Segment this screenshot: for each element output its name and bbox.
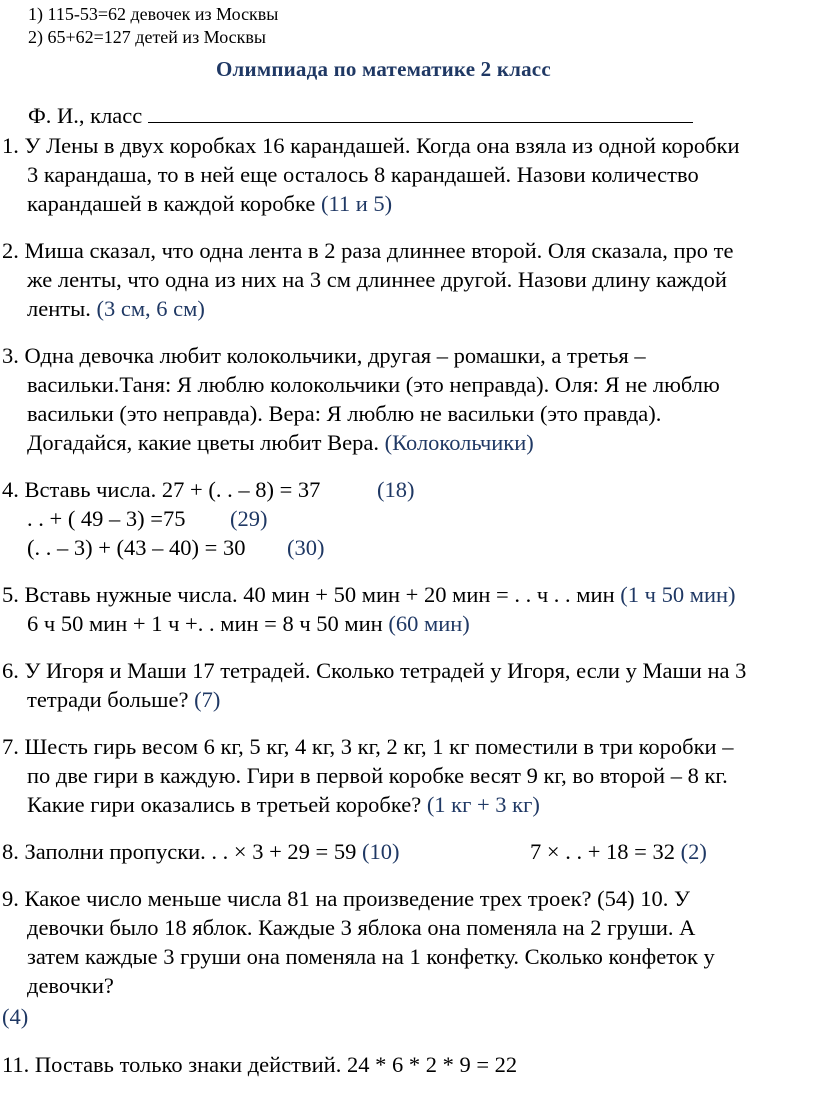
task-8-text-1: 8. Заполни пропуски. . . × 3 + 29 = 59	[2, 839, 362, 864]
task-3-line-3: васильки (это неправда). Вера: Я люблю не васильки (это правда).	[27, 401, 662, 426]
task-1-line-1: 1. У Лены в двух коробках 16 карандашей. Когда она взяла из одной коробки	[2, 133, 740, 158]
task-7-line-1: 7. Шесть гирь весом 6 кг, 5 кг, 4 кг, 3 кг, 2 кг, 1 кг поместили в три коробки –	[2, 734, 734, 759]
task-4-answer-2: (29)	[230, 506, 268, 531]
note-line-1: 1) 115-53=62 девочек из Москвы	[28, 4, 279, 24]
task-2-text: ленты.	[27, 296, 97, 321]
task-4-line-3: (. . – 3) + (43 – 40) = 30	[27, 535, 246, 560]
task-8-text-2: 7 × . . + 18 = 32	[530, 839, 681, 864]
task-8-answer-1: (10)	[362, 839, 400, 864]
task-9-line-1: 9. Какое число меньше числа 81 на произведение трех троек? (54) 10. У	[2, 886, 690, 911]
task-10-answer: (4)	[2, 1004, 29, 1029]
task-11-line-1: 11. Поставь только знаки действий. 24 * 6 * 2 * 9 = 22	[2, 1052, 518, 1077]
task-7-answer: (1 кг + 3 кг)	[426, 792, 540, 817]
task-5-text-2: 6 ч 50 мин + 1 ч +. . мин = 8 ч 50 мин	[27, 611, 389, 636]
task-4-answer-1: (18)	[377, 477, 415, 502]
page-title: Олимпиада по математике 2 класс	[216, 57, 551, 81]
task-1-line-2: 3 карандаша, то в ней еще осталось 8 карандашей. Назови количество	[27, 162, 699, 187]
task-7-text: Какие гири оказались в третьей коробке?	[27, 792, 427, 817]
task-1-text: карандашей в каждой коробке	[27, 191, 321, 216]
task-3-line-4	[27, 430, 534, 456]
task-5-text-1: 5. Вставь нужные числа. 40 мин + 50 мин + 20 мин = . . ч . . мин	[2, 582, 621, 607]
task-3-answer: (Колокольчики)	[384, 430, 534, 455]
task-7-line-2: по две гири в каждую. Гири в первой коробке весят 9 кг, во второй – 8 кг.	[27, 763, 728, 788]
task-6-text: тетради больше?	[27, 687, 195, 712]
name-class-field	[28, 102, 693, 129]
task-3-line-1: 3. Одна девочка любит колокольчики, другая – ромашки, а третья –	[2, 343, 646, 368]
task-8-line-2	[530, 839, 707, 865]
task-4-answer-3: (30)	[287, 535, 325, 560]
task-5-line-1	[2, 582, 736, 608]
task-3-text: Догадайся, какие цветы любит Вера.	[27, 430, 385, 455]
name-class-label: Ф. И., класс	[28, 103, 143, 128]
task-9-line-3: затем каждые 3 груши она поменяла на 1 конфетку. Сколько конфеток у	[27, 944, 715, 969]
task-1-answer: (11 и 5)	[320, 191, 393, 216]
task-6-answer: (7)	[194, 687, 221, 712]
task-9-line-4: девочки?	[27, 973, 114, 998]
task-2-line-2: же ленты, что одна из них на 3 см длиннее другой. Назови длину каждой	[27, 267, 727, 292]
task-2-line-3	[27, 296, 205, 322]
task-5-answer-1: (1 ч 50 мин)	[620, 582, 736, 607]
task-5-line-2	[27, 611, 470, 637]
task-2-answer: (3 см, 6 см)	[96, 296, 205, 321]
task-6-line-2	[27, 687, 220, 713]
task-1-line-3	[27, 191, 392, 217]
task-8-line-1	[2, 839, 400, 865]
task-8-answer-2: (2)	[680, 839, 707, 864]
task-9-line-2: девочки было 18 яблок. Каждые 3 яблока она поменяла на 2 груши. А	[27, 915, 696, 940]
task-7-line-3	[27, 792, 540, 818]
task-4-line-2: . . + ( 49 – 3) =75	[27, 506, 186, 531]
task-5-answer-2: (60 мин)	[388, 611, 470, 636]
task-3-line-2: васильки.Таня: Я люблю колокольчики (это неправда). Оля: Я не люблю	[27, 372, 720, 397]
note-line-2: 2) 65+62=127 детей из Москвы	[28, 27, 267, 47]
task-4-line-1: 4. Вставь числа. 27 + (. . – 8) = 37	[2, 477, 321, 502]
task-2-line-1: 2. Миша сказал, что одна лента в 2 раза длиннее второй. Оля сказала, про те	[2, 238, 734, 263]
task-6-line-1: 6. У Игоря и Маши 17 тетрадей. Сколько тетрадей у Игоря, если у Маши на 3	[2, 658, 747, 683]
name-class-blank	[148, 102, 693, 123]
